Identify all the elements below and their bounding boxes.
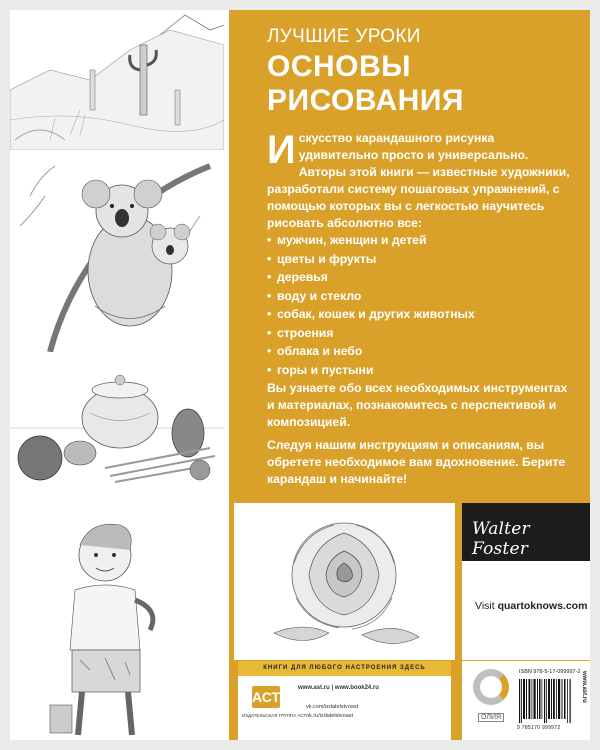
vertical-url: www.ast.ru xyxy=(581,671,587,703)
visit-box xyxy=(462,561,590,660)
publisher-website-link[interactable]: quartoknows.com xyxy=(497,600,588,612)
rose-illustration-box xyxy=(234,503,455,660)
sketch-desert-landscape xyxy=(10,10,224,150)
book-title-line1: ОСНОВЫ xyxy=(267,50,412,83)
intro-paragraph xyxy=(267,130,577,232)
ring-logo-icon xyxy=(473,669,509,705)
barcode-number: 9 785170 999972 xyxy=(517,725,561,731)
list-item: • облака и небо xyxy=(267,342,475,361)
sketch-still-life xyxy=(10,358,224,488)
series-title: ЛУЧШИЕ УРОКИ xyxy=(267,26,421,47)
list-item: • воду и стекло xyxy=(267,287,475,306)
list-item: • собак, кошек и других животных xyxy=(267,305,475,324)
desert-illustration xyxy=(10,10,224,150)
social-links xyxy=(306,703,358,721)
ast-group-label: ИЗДАТЕЛЬСКАЯ ГРУППА АСТ xyxy=(242,713,307,718)
inspiration-paragraph: Следуя нашим инструкциям и описаниям, вы обретете необходимое вам вдохновение. Берите карандаш и начинайте! xyxy=(267,438,566,486)
list-item: • горы и пустыни xyxy=(267,361,475,380)
walter-foster-logo-box xyxy=(462,503,590,561)
book-title-line2: РИСОВАНИЯ xyxy=(267,84,464,117)
book-back-cover xyxy=(10,10,590,740)
rose-illustration xyxy=(234,503,455,660)
topics-list xyxy=(267,231,475,379)
list-item: • цветы и фрукты xyxy=(267,250,475,269)
visit-text xyxy=(475,600,587,612)
book-title xyxy=(267,50,464,118)
slogan-bar: КНИГИ ДЛЯ ЛЮБОГО НАСТРОЕНИЯ ЗДЕСЬ xyxy=(238,661,451,676)
visit-prefix: Visit xyxy=(475,600,498,612)
intro-text: скусство карандашного рисунка удивительно просто и универсально. Авторы этой книги — известные художники, разработали систему пошаговых упражнений, с помощью которых вы с легкостью научитесь рисовать абсолютно все: xyxy=(267,131,570,230)
walter-foster-logo: Walter Foster xyxy=(472,519,530,559)
text-panel xyxy=(229,10,590,740)
list-item: • мужчин, женщин и детей xyxy=(267,231,475,250)
ring-logo-label: ОЛИЯ xyxy=(478,713,504,722)
still-life-illustration xyxy=(10,358,224,488)
barcode-icon xyxy=(519,679,571,723)
list-item: • строения xyxy=(267,324,475,343)
social-link-vk[interactable]: vk.com/izdatelstvoast xyxy=(306,704,359,710)
ast-logo: АСТ xyxy=(252,686,280,708)
publisher-sites[interactable]: www.ast.ru | www.book24.ru xyxy=(298,685,379,691)
dropcap-letter: И xyxy=(267,128,296,172)
isbn-box xyxy=(462,661,590,740)
tools-paragraph: Вы узнаете обо всех необходимых инструментах и материалах, познакомитесь с перспективой и композицией. xyxy=(267,381,568,429)
sketch-child xyxy=(10,510,224,740)
sketch-koala xyxy=(10,156,224,352)
isbn-number: ISBN 978-5-17-099997-2 xyxy=(519,669,581,675)
koala-illustration xyxy=(10,156,224,352)
child-illustration xyxy=(10,510,224,740)
list-item: • деревья xyxy=(267,268,475,287)
social-link-ok[interactable]: ok.ru/izdatelstvoast xyxy=(306,713,354,719)
publisher-info-box xyxy=(238,661,451,740)
